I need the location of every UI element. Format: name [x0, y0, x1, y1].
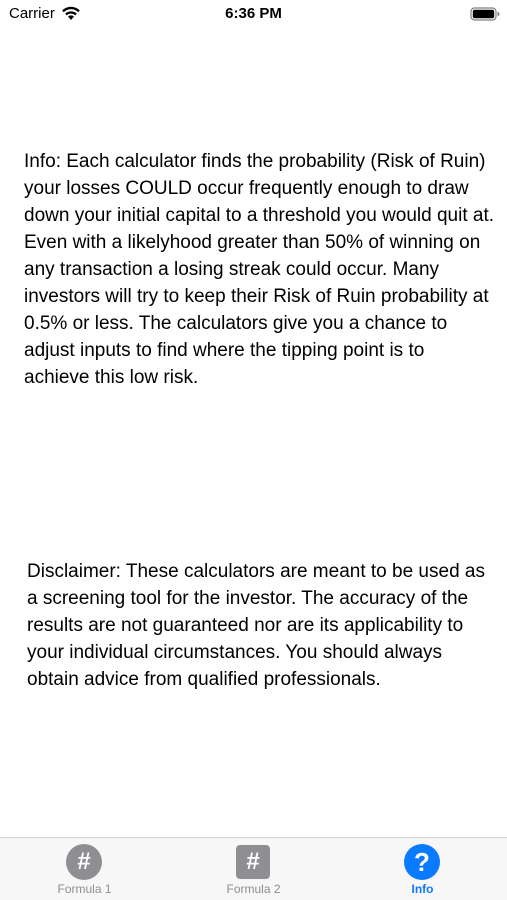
tab-formula-1[interactable] [0, 838, 169, 900]
disclaimer-paragraph: Disclaimer: These calculators are meant to be used as a screening tool for the investor. The accuracy of the results are not guaranteed nor are its applicability to your individual circumstances. You should always obtain advice from qualified professionals. [27, 561, 485, 690]
tab-bar [0, 837, 507, 900]
tab-label: Formula 2 [226, 882, 281, 896]
tab-formula-2[interactable] [169, 838, 338, 900]
tab-label: Info [411, 882, 434, 896]
carrier-label: Carrier [9, 5, 55, 22]
tab-info[interactable] [338, 838, 507, 900]
info-paragraph: Info: Each calculator finds the probability (Risk of Ruin) your losses COULD occur frequently enough to draw down your initial capital to a threshold you would quit at. Even with a likelyhood greater than 50% of winning on any transaction a losing streak could occur. Many investors will try to keep their Risk of Ruin probability at 0.5% or less. The calculators give you a chance to adjust inputs to find where the tipping point is to achieve this low risk. [24, 151, 494, 388]
hash-square-icon: # [236, 845, 270, 879]
tab-label: Formula 1 [57, 882, 112, 896]
status-bar [0, 0, 507, 28]
battery-icon [470, 6, 500, 22]
hash-circle-icon: # [66, 844, 102, 880]
clock-time: 6:36 PM [225, 5, 282, 22]
question-circle-icon: ? [404, 844, 440, 880]
